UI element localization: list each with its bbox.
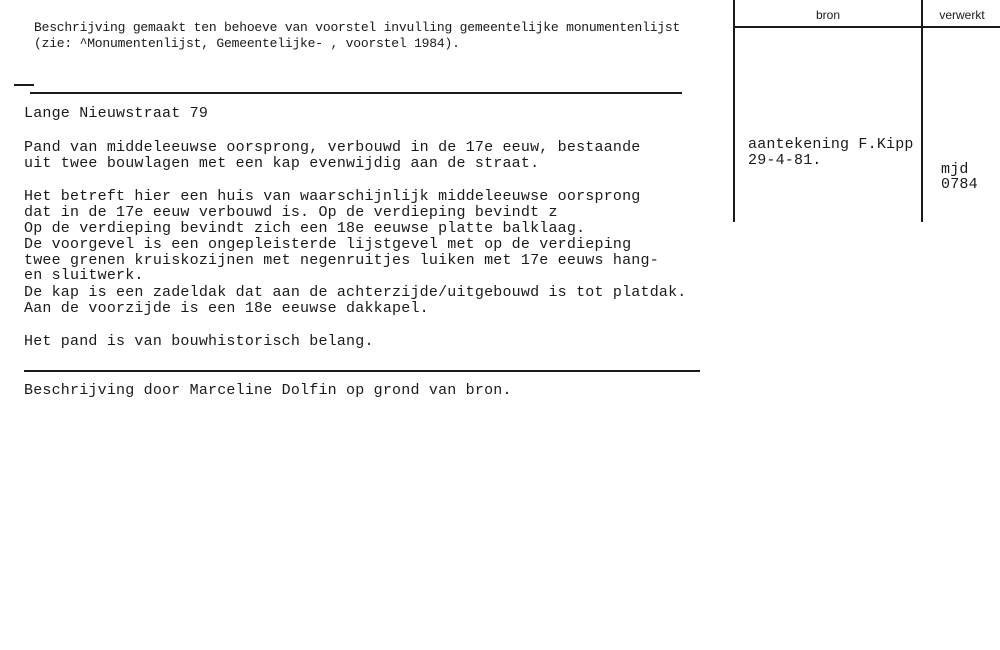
footer-rule — [24, 370, 700, 372]
conclusion-line: Het pand is van bouwhistorisch belang. — [24, 333, 374, 350]
description-line: Op de verdieping bevindt zich een 18e eeuwse platte balklaag. — [24, 220, 586, 237]
description-line: Het betreft hier een huis van waarschijnlijk middeleeuwse oorsprong — [24, 188, 641, 205]
bron-entry-line-1: aantekening F.Kipp — [748, 136, 914, 153]
bron-column-left-border — [733, 0, 735, 222]
header-line-2: (zie: ^Monumentenlijst, Gemeentelijke- , voorstel 1984). — [34, 36, 460, 51]
address-title: Lange Nieuwstraat 79 — [24, 105, 209, 122]
verwerkt-entry-line-2: 0784 — [941, 176, 978, 193]
bron-entry-line-2: 29-4-81. — [748, 152, 822, 169]
column-header-bron: bron — [815, 8, 841, 22]
column-header-rule — [733, 26, 1000, 28]
header-rule — [30, 92, 682, 94]
summary-line: uit twee bouwlagen met een kap evenwijdig aan de straat. — [24, 155, 540, 172]
footer-text: Beschrijving door Marceline Dolfin op grond van bron. — [24, 382, 512, 399]
description-line: Aan de voorzijde is een 18e eeuwse dakkapel. — [24, 300, 429, 317]
header-line-1: Beschrijving gemaakt ten behoeve van voorstel invulling gemeentelijke monumentenlijst — [34, 20, 681, 35]
description-line: twee grenen kruiskozijnen met negenruitjes luiken met 17e eeuws hang- — [24, 252, 659, 269]
column-header-verwerkt: verwerkt — [939, 8, 985, 22]
description-line: De voorgevel is een ongepleisterde lijstgevel met op de verdieping — [24, 236, 632, 253]
description-line: dat in de 17e eeuw verbouwd is. Op de verdieping bevindt z — [24, 204, 558, 221]
summary-line: Pand van middeleeuwse oorsprong, verbouwd in de 17e eeuw, bestaande — [24, 139, 641, 156]
verwerkt-column-left-border — [921, 0, 923, 222]
description-line: De kap is een zadeldak dat aan de achterzijde/uitgebouwd is tot platdak. — [24, 284, 687, 301]
description-line: en sluitwerk. — [24, 267, 144, 284]
header-rule-left — [14, 84, 34, 86]
verwerkt-entry-line-1: mjd — [941, 161, 969, 178]
